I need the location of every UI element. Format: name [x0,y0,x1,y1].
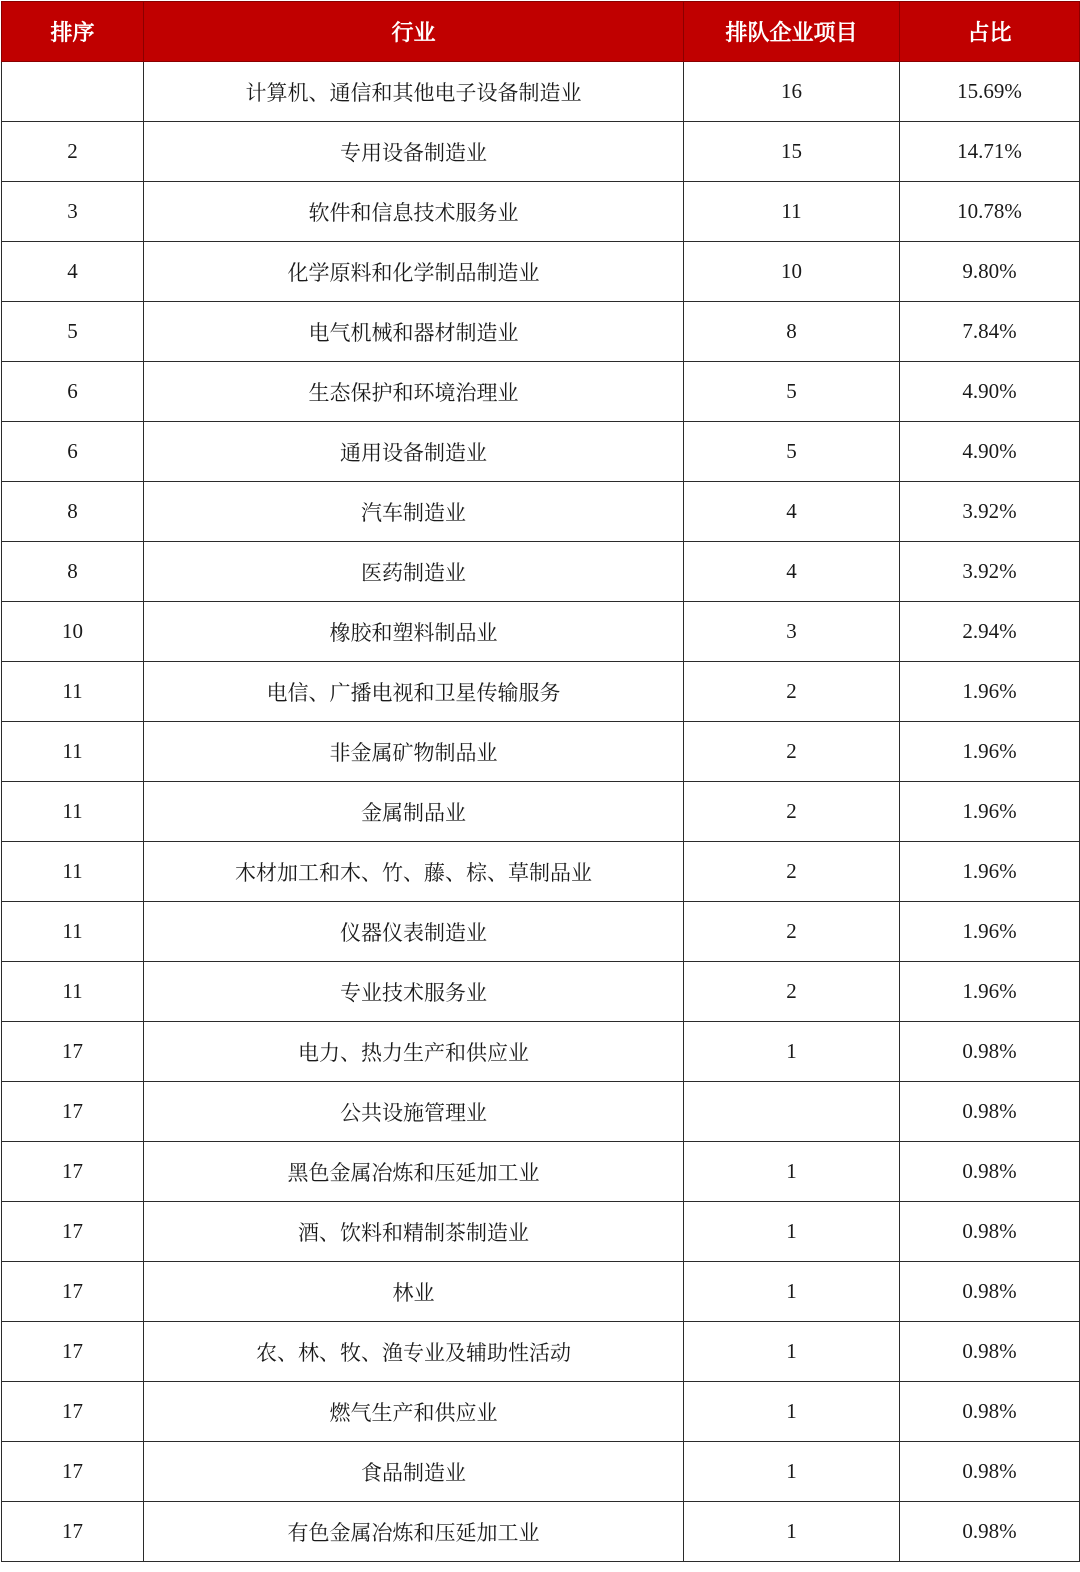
table-row [2,1262,1080,1322]
cell-queue-count: 11 [684,182,900,242]
cell-queue-count: 2 [684,902,900,962]
cell-share: 0.98% [900,1382,1080,1442]
header-share: 占比 [900,2,1080,62]
header-queue-count: 排队企业项目 [684,2,900,62]
cell-industry: 化学原料和化学制品制造业 [144,242,684,302]
table-row [2,1442,1080,1502]
header-rank: 排序 [2,2,144,62]
cell-share: 3.92% [900,482,1080,542]
table-row [2,602,1080,662]
cell-queue-count: 1 [684,1322,900,1382]
cell-rank: 8 [2,542,144,602]
cell-industry: 专用设备制造业 [144,122,684,182]
table-body [2,62,1080,1562]
cell-queue-count [684,1082,900,1142]
cell-industry: 电力、热力生产和供应业 [144,1022,684,1082]
cell-share: 15.69% [900,62,1080,122]
cell-queue-count: 1 [684,1142,900,1202]
cell-rank: 6 [2,422,144,482]
cell-rank: 17 [2,1082,144,1142]
cell-rank: 3 [2,182,144,242]
cell-share: 0.98% [900,1262,1080,1322]
table-row [2,362,1080,422]
cell-share: 0.98% [900,1502,1080,1562]
cell-share: 0.98% [900,1022,1080,1082]
cell-industry: 橡胶和塑料制品业 [144,602,684,662]
cell-rank: 17 [2,1022,144,1082]
cell-rank: 11 [2,842,144,902]
cell-industry: 农、林、牧、渔专业及辅助性活动 [144,1322,684,1382]
cell-rank: 8 [2,482,144,542]
cell-rank: 17 [2,1142,144,1202]
cell-industry: 医药制造业 [144,542,684,602]
table-row [2,302,1080,362]
cell-queue-count: 1 [684,1502,900,1562]
table-row [2,542,1080,602]
cell-share: 0.98% [900,1142,1080,1202]
cell-industry: 电信、广播电视和卫星传输服务 [144,662,684,722]
cell-share: 1.96% [900,902,1080,962]
cell-industry: 木材加工和木、竹、藤、棕、草制品业 [144,842,684,902]
table-row [2,62,1080,122]
table-row [2,1322,1080,1382]
cell-industry: 汽车制造业 [144,482,684,542]
cell-share: 2.94% [900,602,1080,662]
cell-queue-count: 2 [684,722,900,782]
header-industry: 行业 [144,2,684,62]
cell-rank: 17 [2,1262,144,1322]
table-row [2,782,1080,842]
cell-share: 9.80% [900,242,1080,302]
cell-queue-count: 1 [684,1202,900,1262]
cell-queue-count: 5 [684,362,900,422]
cell-queue-count: 3 [684,602,900,662]
table-row [2,662,1080,722]
cell-industry: 通用设备制造业 [144,422,684,482]
cell-queue-count: 4 [684,542,900,602]
table-row [2,1202,1080,1262]
cell-share: 0.98% [900,1322,1080,1382]
cell-share: 14.71% [900,122,1080,182]
table-row [2,422,1080,482]
table-row [2,902,1080,962]
cell-rank: 4 [2,242,144,302]
cell-industry: 有色金属冶炼和压延加工业 [144,1502,684,1562]
table-row [2,1142,1080,1202]
table-row [2,242,1080,302]
cell-share: 0.98% [900,1442,1080,1502]
cell-queue-count: 10 [684,242,900,302]
cell-share: 7.84% [900,302,1080,362]
cell-share: 0.98% [900,1202,1080,1262]
cell-queue-count: 2 [684,842,900,902]
cell-queue-count: 16 [684,62,900,122]
cell-rank: 6 [2,362,144,422]
cell-industry: 软件和信息技术服务业 [144,182,684,242]
cell-rank: 17 [2,1502,144,1562]
cell-share: 0.98% [900,1082,1080,1142]
cell-rank: 17 [2,1442,144,1502]
cell-queue-count: 2 [684,662,900,722]
cell-share: 1.96% [900,662,1080,722]
table-row [2,122,1080,182]
cell-industry: 电气机械和器材制造业 [144,302,684,362]
cell-rank: 17 [2,1322,144,1382]
cell-queue-count: 8 [684,302,900,362]
industry-ranking-table [1,1,1080,1562]
cell-industry: 生态保护和环境治理业 [144,362,684,422]
cell-share: 3.92% [900,542,1080,602]
cell-rank: 2 [2,122,144,182]
cell-rank: 10 [2,602,144,662]
table-header [2,2,1080,62]
cell-share: 1.96% [900,782,1080,842]
cell-share: 1.96% [900,962,1080,1022]
cell-industry: 林业 [144,1262,684,1322]
cell-rank: 11 [2,902,144,962]
table-row [2,1502,1080,1562]
cell-rank: 5 [2,302,144,362]
cell-queue-count: 4 [684,482,900,542]
table-row [2,482,1080,542]
cell-industry: 计算机、通信和其他电子设备制造业 [144,62,684,122]
cell-share: 4.90% [900,422,1080,482]
cell-rank: 11 [2,782,144,842]
cell-queue-count: 1 [684,1262,900,1322]
table-row [2,962,1080,1022]
cell-rank: 11 [2,722,144,782]
cell-industry: 燃气生产和供应业 [144,1382,684,1442]
cell-rank [2,62,144,122]
cell-industry: 酒、饮料和精制茶制造业 [144,1202,684,1262]
table-row [2,1022,1080,1082]
cell-industry: 金属制品业 [144,782,684,842]
cell-industry: 黑色金属冶炼和压延加工业 [144,1142,684,1202]
cell-queue-count: 2 [684,782,900,842]
cell-industry: 非金属矿物制品业 [144,722,684,782]
table-row [2,182,1080,242]
cell-share: 1.96% [900,842,1080,902]
cell-industry: 公共设施管理业 [144,1082,684,1142]
table-row [2,1382,1080,1442]
cell-queue-count: 2 [684,962,900,1022]
table-row [2,842,1080,902]
cell-industry: 食品制造业 [144,1442,684,1502]
cell-queue-count: 15 [684,122,900,182]
cell-rank: 11 [2,662,144,722]
cell-share: 4.90% [900,362,1080,422]
cell-industry: 仪器仪表制造业 [144,902,684,962]
cell-rank: 17 [2,1202,144,1262]
cell-share: 10.78% [900,182,1080,242]
cell-rank: 17 [2,1382,144,1442]
cell-queue-count: 1 [684,1022,900,1082]
header-row [2,2,1080,62]
cell-industry: 专业技术服务业 [144,962,684,1022]
cell-queue-count: 1 [684,1382,900,1442]
table-row [2,1082,1080,1142]
table-row [2,722,1080,782]
cell-queue-count: 5 [684,422,900,482]
cell-rank: 11 [2,962,144,1022]
cell-queue-count: 1 [684,1442,900,1502]
cell-share: 1.96% [900,722,1080,782]
